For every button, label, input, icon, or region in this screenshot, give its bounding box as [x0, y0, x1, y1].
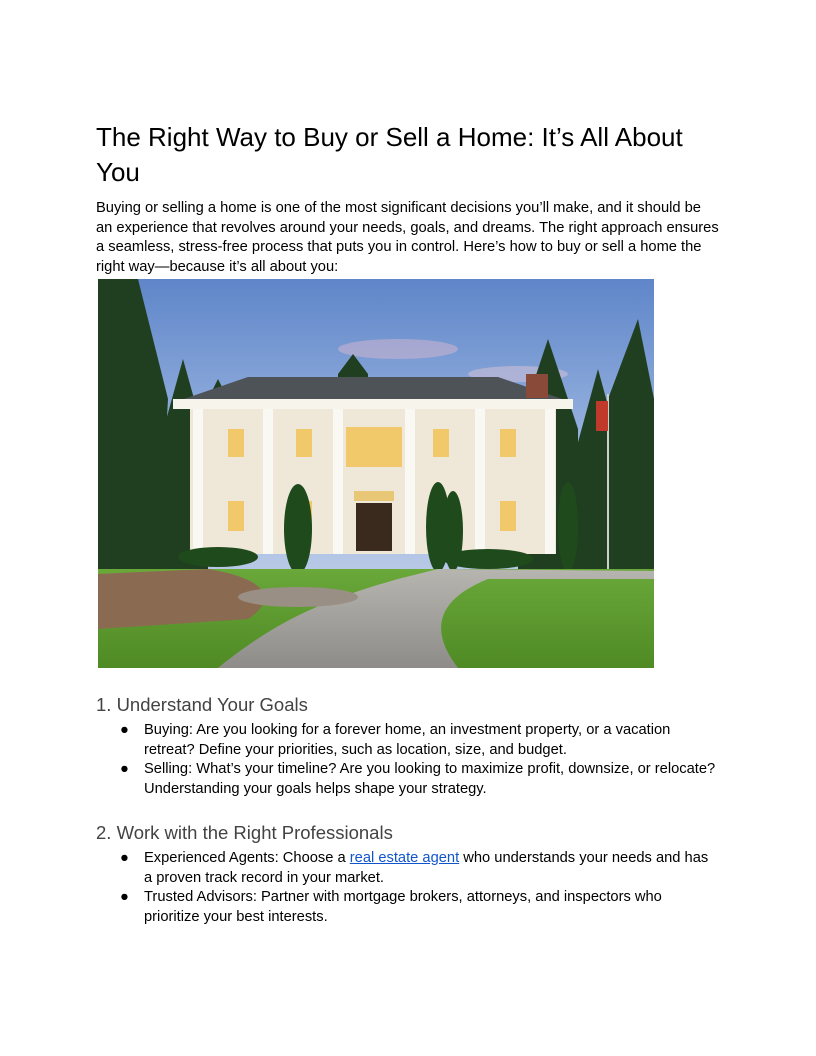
section-heading: 2. Work with the Right Professionals: [96, 822, 393, 843]
list-item-text: Trusted Advisors: Partner with mortgage brokers, attorneys, and inspectors who prioritize your best interests.: [144, 889, 662, 925]
list-item: [96, 849, 720, 888]
section-heading: 1. Understand Your Goals: [96, 694, 308, 715]
house-photo: [98, 279, 654, 668]
bullet-icon: ●: [120, 722, 129, 738]
section-understand-goals: [96, 693, 720, 799]
list-item-text-before: Experienced Agents: Choose a: [144, 850, 350, 866]
page-title: The Right Way to Buy or Sell a Home: It’s All About You: [96, 122, 683, 187]
list-item-text: Selling: What’s your timeline? Are you looking to maximize profit, downsize, or relocate? Understanding your goals helps shape your strategy.: [144, 761, 716, 797]
list-item-text-after: who understands your needs and has a proven track record in your market.: [144, 850, 709, 886]
document-page: [96, 120, 720, 927]
real-estate-agent-link[interactable]: real estate agent: [349, 850, 460, 866]
list-item: [96, 760, 720, 799]
bullet-icon: ●: [120, 889, 129, 905]
intro-paragraph: Buying or selling a home is one of the most significant decisions you’ll make, and it should be an experience that revolves around your needs, goals, and dreams. The right approach ensures a seamless, stress-free process that puts you in control. Here’s how to buy or sell a home the right way—because it’s all about you:: [96, 200, 719, 275]
bullet-list: [96, 849, 720, 927]
bullet-list: [96, 721, 720, 799]
list-item: [96, 721, 720, 760]
section-right-professionals: [96, 821, 720, 927]
bullet-icon: ●: [120, 850, 129, 866]
list-item: [96, 888, 720, 927]
bullet-icon: ●: [120, 761, 129, 777]
list-item-text: Buying: Are you looking for a forever home, an investment property, or a vacation retreat? Define your priorities, such as location, size, and budget.: [144, 722, 671, 758]
